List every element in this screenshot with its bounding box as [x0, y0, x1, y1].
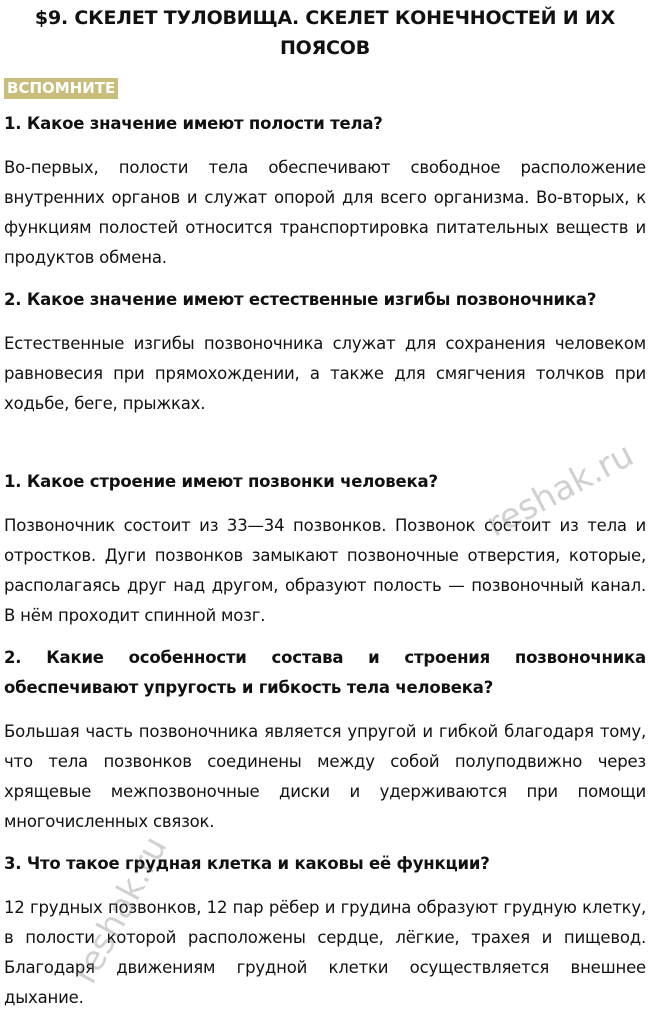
- question: 1. Какое значение имеют полости тела?: [4, 114, 383, 133]
- remember-badge: ВСПОМНИТЕ: [4, 78, 118, 99]
- answer: Большая часть позвоночника является упругой и гибкой благодаря тому, что тела позвонков соединены между собой полуподвижно через хрящевые межпозвоночные диски и удерживаются при помощи многочисленных связок.: [4, 722, 646, 831]
- answer: Во-первых, полости тела обеспечивают свободное расположение внутренних органов и служат опорой для всего организма. Во-вторых, к функциям полостей относится транспортировка питательных веществ и продуктов обмена.: [4, 158, 646, 267]
- question: 1. Какое строение имеют позвонки человека?: [4, 472, 438, 491]
- question: 2. Какие особенности состава и строения позвоночника обеспечивают упругость и гибкость тела человека?: [4, 648, 646, 697]
- answer: 12 грудных позвонков, 12 пар рёбер и грудина образуют грудную клетку, в полости которой расположены сердце, лёгкие, трахея и пищевод. Благодаря движениям грудной клетки осуществляется внешнее дыхание.: [4, 898, 646, 1007]
- answer: Позвоночник состоит из 33—34 позвонков. Позвонок состоит из тела и отростков. Дуги позвонков замыкают позвоночные отверстия, которые, располагаясь друг над другом, образуют полость — позвоночный канал. В нём проходит спинной мозг.: [4, 516, 646, 625]
- watermark: reshak.ru: [479, 434, 641, 546]
- answer: Естественные изгибы позвоночника служат для сохранения человеком равновесия при прямохождении, а также для смягчения толчков при ходьбе, беге, прыжках.: [4, 334, 646, 413]
- question: 3. Что такое грудная клетка и каковы её функции?: [4, 854, 490, 873]
- question: 2. Какое значение имеют естественные изгибы позвоночника?: [4, 290, 597, 309]
- watermark: reshak.ru: [64, 829, 176, 991]
- page-title: $9. СКЕЛЕТ ТУЛОВИЩА. СКЕЛЕТ КОНЕЧНОСТЕЙ И ИХ ПОЯСОВ: [34, 7, 616, 59]
